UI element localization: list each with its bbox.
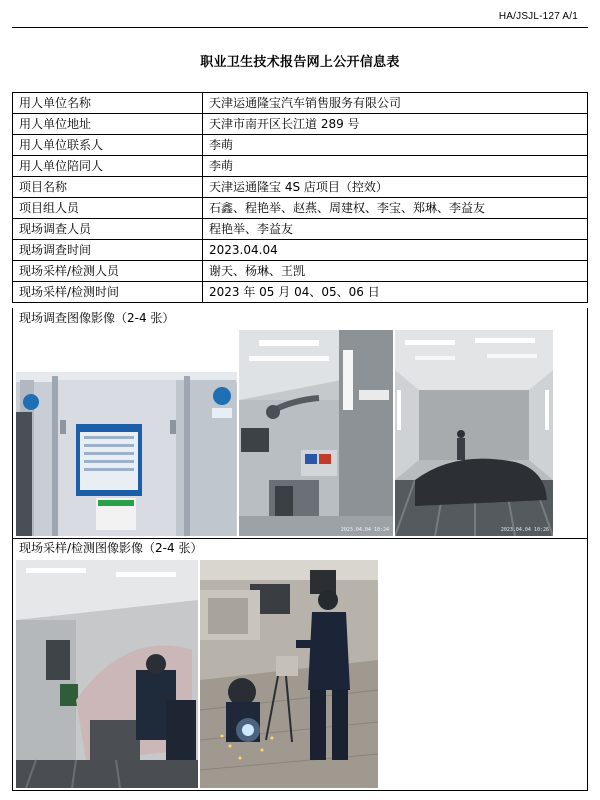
photo-timestamp: 2023.04.04 10:24 — [340, 527, 389, 533]
row-label: 用人单位陪同人 — [13, 156, 203, 177]
photo-timestamp: 2023.04.04 10:26 — [500, 527, 549, 533]
table-row — [13, 177, 588, 198]
table-row — [13, 261, 588, 282]
sampling-photos-label: 现场采样/检测图像影像（2-4 张） — [19, 541, 203, 555]
document-code: HA/JSJL-127 A/1 — [498, 11, 578, 22]
table-row — [13, 219, 588, 240]
row-value: 天津运通隆宝汽车销售服务有限公司 — [203, 93, 588, 114]
table-row — [13, 135, 588, 156]
row-value: 程艳举、李益友 — [203, 219, 588, 240]
booth-interior-lamp-photo — [239, 330, 393, 536]
table-row — [13, 240, 588, 261]
spray-booth-sampling-photo — [16, 560, 198, 788]
row-value: 2023 年 05 月 04、05、06 日 — [203, 282, 588, 303]
row-label: 现场采样/检测时间 — [13, 282, 203, 303]
survey-photos-label: 现场调查图像影像（2-4 张） — [19, 311, 175, 325]
row-label: 项目名称 — [13, 177, 203, 198]
row-value: 谢天、杨琳、王凯 — [203, 261, 588, 282]
table-row — [13, 114, 588, 135]
welding-sampling-photo — [200, 560, 378, 788]
page-title: 职业卫生技术报告网上公开信息表 — [200, 55, 400, 70]
table-row — [13, 156, 588, 177]
row-value: 2023.04.04 — [203, 240, 588, 261]
row-label: 现场调查时间 — [13, 240, 203, 261]
survey-photos-section — [12, 308, 588, 539]
info-table — [12, 92, 588, 303]
row-label: 项目组人员 — [13, 198, 203, 219]
row-label: 现场调查人员 — [13, 219, 203, 240]
table-row — [13, 93, 588, 114]
row-value: 天津市南开区长江道 289 号 — [203, 114, 588, 135]
spray-booth-car-photo — [395, 330, 553, 536]
row-label: 用人单位地址 — [13, 114, 203, 135]
row-value: 李萌 — [203, 135, 588, 156]
header-rule — [12, 27, 588, 28]
table-row — [13, 198, 588, 219]
row-value: 天津运通隆宝 4S 店项目（控效） — [203, 177, 588, 198]
row-value: 石鑫、程艳举、赵燕、周建权、李宝、郑琳、李益友 — [203, 198, 588, 219]
row-label: 用人单位联系人 — [13, 135, 203, 156]
table-row — [13, 282, 588, 303]
sampling-photos-section — [12, 538, 588, 791]
row-label: 用人单位名称 — [13, 93, 203, 114]
row-label: 现场采样/检测人员 — [13, 261, 203, 282]
row-value: 李萌 — [203, 156, 588, 177]
paint-booth-door-photo — [16, 372, 237, 536]
